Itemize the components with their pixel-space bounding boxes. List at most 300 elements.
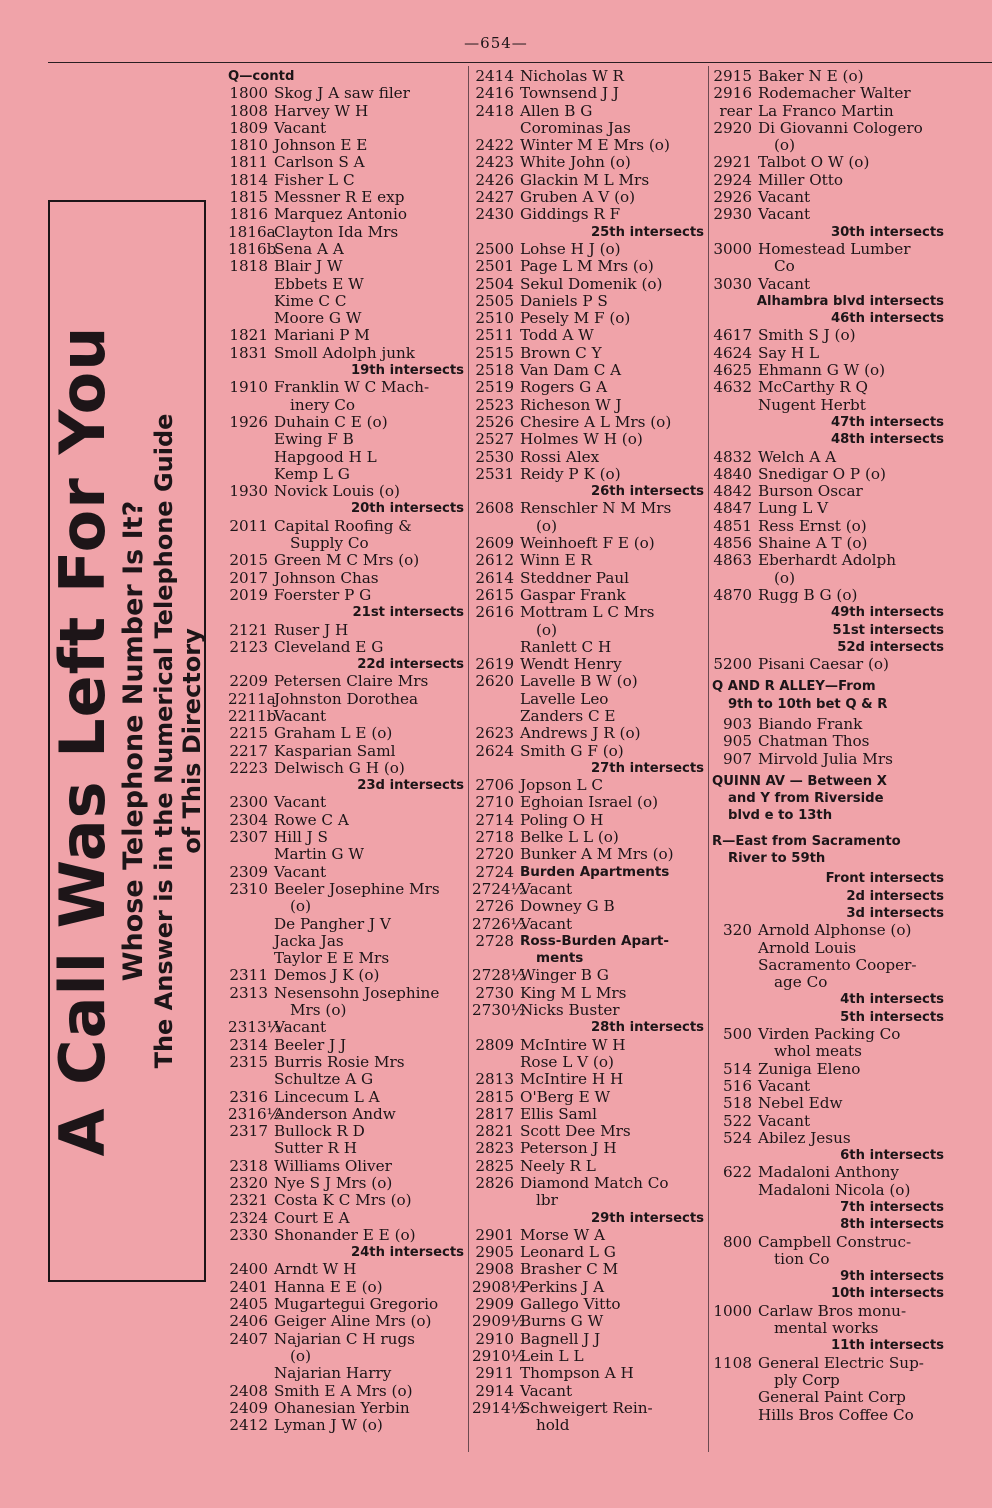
street-heading (712, 768, 944, 828)
house-number: 2616 (475, 603, 514, 622)
house-number (472, 1417, 514, 1434)
directory-entry (228, 224, 464, 241)
resident-name: Smith S J (o) (758, 326, 856, 345)
directory-entry (472, 725, 704, 742)
resident-name: Lavelle B W (o) (520, 672, 638, 691)
resident-name: Van Dam C A (520, 361, 622, 380)
house-number: 2813 (475, 1070, 514, 1089)
house-number: 1810 (229, 136, 268, 155)
resident-name: Rogers G A (520, 378, 608, 397)
intersection-label: 27th intersects (590, 760, 704, 776)
directory-entry (472, 622, 704, 639)
house-number: 2324 (229, 1208, 268, 1227)
directory-entry (472, 794, 704, 811)
house-number (712, 1407, 752, 1424)
resident-name: Reidy P K (o) (520, 464, 621, 483)
house-number: 2915 (713, 67, 752, 85)
street-heading-line: blvd e to 13th (728, 808, 833, 824)
house-number: 2527 (475, 430, 514, 449)
intersection-label: 5th intersects (840, 1009, 944, 1025)
directory-entry (472, 916, 704, 933)
house-number (228, 950, 268, 967)
resident-name: Gruben A V (o) (520, 188, 636, 207)
resident-name: Diamond Match Co (520, 1174, 669, 1192)
resident-name: Schweigert Rein- (520, 1398, 653, 1417)
directory-entry (712, 103, 944, 120)
house-number: 2309 (229, 862, 268, 881)
intersection-label: 9th intersects (840, 1269, 944, 1285)
directory-entry (472, 1313, 704, 1330)
directory-entry (472, 1365, 704, 1382)
street-heading-line: Q AND R ALLEY—From (712, 679, 876, 695)
house-number: 2011 (229, 516, 268, 535)
intersection-label: 4th intersects (840, 992, 944, 1008)
house-number: 2615 (475, 585, 514, 604)
resident-name: Sekul Domenik (o) (520, 274, 663, 293)
directory-entry (228, 1400, 464, 1417)
house-number (712, 974, 752, 991)
house-number: 2315 (229, 1052, 268, 1071)
house-number: 2724½ (472, 879, 526, 898)
resident-name: Williams Oliver (274, 1156, 392, 1175)
resident-name: Belke L L (o) (520, 828, 619, 847)
house-number: 2500 (475, 239, 514, 258)
directory-entry (712, 733, 944, 750)
directory-entry (228, 812, 464, 829)
resident-name: Renschler N M Mrs (520, 499, 672, 518)
resident-name: Bagnell J J (520, 1329, 601, 1348)
directory-entry (472, 967, 704, 984)
house-number: 5200 (713, 655, 752, 674)
house-number (228, 1348, 268, 1365)
house-number: 4842 (713, 482, 752, 501)
house-number (228, 1365, 268, 1382)
directory-entry (712, 172, 944, 189)
house-number: 514 (723, 1059, 752, 1078)
resident-name: Harvey W H (274, 101, 369, 120)
resident-name: Nesensohn Josephine (274, 983, 440, 1002)
resident-name: Todd A W (520, 326, 594, 345)
house-number: 2924 (713, 170, 752, 189)
house-number: 2728 (475, 931, 514, 950)
advert-answer-line: The Answer is in the Numerical Telephone Guide (150, 413, 178, 1069)
intersection-label: 7th intersects (840, 1200, 944, 1215)
resident-name: Skog J A saw filer (274, 84, 410, 103)
house-number: 2726½ (472, 914, 526, 933)
directory-entry (472, 1002, 704, 1019)
directory-entry (712, 206, 944, 223)
directory-entry (712, 1251, 944, 1268)
directory-entry (472, 708, 704, 725)
house-number (712, 397, 752, 414)
resident-name: Nicholas W R (520, 67, 624, 85)
resident-name: ments (536, 950, 584, 967)
house-number: 2416 (475, 84, 514, 103)
directory-entry (712, 189, 944, 206)
directory-entry (472, 120, 704, 137)
house-number: 2612 (475, 551, 514, 570)
directory-entry (228, 846, 464, 863)
intersection-label: 23d intersects (357, 778, 464, 794)
resident-name: Glackin M L Mrs (520, 170, 650, 189)
resident-name: Downey G B (520, 897, 615, 916)
resident-name: Eberhardt Adolph (758, 551, 897, 570)
directory-entry (712, 922, 944, 939)
house-number: 2414 (475, 67, 514, 85)
resident-name: Rose L V (o) (520, 1052, 614, 1071)
house-number: 1809 (229, 118, 268, 137)
house-number: 4832 (713, 447, 752, 466)
intersection-label: 25th intersects (590, 224, 704, 240)
directory-entry (712, 656, 944, 673)
house-number: 2825 (475, 1156, 514, 1175)
resident-name: Brown C Y (520, 343, 602, 362)
directory-entry (228, 1054, 464, 1071)
resident-name: Baker N E (o) (758, 67, 864, 85)
resident-name: Rodemacher Walter (758, 84, 911, 103)
resident-name: Talbot O W (o) (758, 153, 870, 172)
directory-entry (712, 940, 944, 957)
directory-entry (228, 1348, 464, 1365)
house-number (472, 1192, 514, 1209)
directory-entry (228, 743, 464, 760)
house-number: 2905 (475, 1243, 514, 1262)
directory-entry (712, 327, 944, 344)
house-number: 2121 (229, 620, 268, 639)
house-number: 2215 (229, 724, 268, 743)
house-number: 524 (723, 1128, 752, 1147)
directory-entry (228, 483, 464, 500)
directory-column-3 (712, 68, 944, 1424)
resident-name: Co (774, 257, 795, 276)
directory-entry (228, 206, 464, 223)
directory-entry (228, 276, 464, 293)
resident-name: Moore G W (274, 309, 362, 328)
directory-entry (228, 1227, 464, 1244)
house-number (712, 1372, 752, 1389)
directory-entry (472, 691, 704, 708)
house-number: 2531 (475, 464, 514, 483)
house-number: 2511 (475, 326, 514, 345)
section-heading: Q—contd (228, 69, 295, 84)
directory-entry (228, 933, 464, 950)
directory-entry (712, 483, 944, 500)
house-number: 1831 (229, 343, 268, 362)
house-number (228, 1071, 268, 1088)
resident-name: Delwisch G H (o) (274, 758, 405, 777)
house-number (228, 466, 268, 483)
directory-entry (472, 1106, 704, 1123)
resident-name: Smith G F (o) (520, 741, 624, 760)
directory-entry (472, 552, 704, 569)
house-number: 4625 (713, 361, 752, 380)
directory-entry (228, 1140, 464, 1157)
house-number: 2300 (229, 793, 268, 812)
resident-name: Capital Roofing & (274, 516, 412, 535)
resident-name: Green M C Mrs (o) (274, 551, 420, 570)
directory-entry (228, 1037, 464, 1054)
house-number: 2728½ (472, 966, 526, 985)
resident-name: mental works (774, 1319, 879, 1338)
resident-name: Vacant (274, 793, 327, 812)
resident-name: Bullock R D (274, 1122, 365, 1141)
directory-entry (712, 518, 944, 535)
house-number: 1816 (229, 205, 268, 224)
directory-entry (472, 933, 704, 950)
house-number: 2909½ (472, 1312, 526, 1331)
resident-name: hold (536, 1416, 570, 1435)
directory-entry (228, 673, 464, 690)
directory-entry (712, 587, 944, 604)
directory-entry (228, 708, 464, 725)
house-number: 522 (723, 1111, 752, 1130)
resident-name: Marquez Antonio (274, 205, 407, 224)
directory-entry (472, 1244, 704, 1261)
house-number: 2710 (475, 793, 514, 812)
directory-entry (228, 691, 464, 708)
house-number: 1930 (229, 482, 268, 501)
resident-name: Arndt W H (274, 1260, 357, 1279)
resident-name: Smith E A Mrs (o) (274, 1381, 413, 1400)
directory-entry (228, 760, 464, 777)
house-number: 2620 (475, 672, 514, 691)
resident-name: Pisani Caesar (o) (758, 655, 889, 674)
house-number: 2211b (228, 706, 277, 725)
resident-name: Ellis Saml (520, 1104, 597, 1123)
resident-name: age Co (774, 973, 828, 992)
house-number: 2914 (475, 1381, 514, 1400)
house-number: 1000 (713, 1301, 752, 1320)
directory-entry (712, 552, 944, 569)
house-number: 2519 (475, 378, 514, 397)
directory-entry (472, 864, 704, 881)
directory-entry (712, 120, 944, 137)
directory-entry (472, 1054, 704, 1071)
resident-name: Madaloni Anthony (758, 1163, 899, 1182)
resident-name: Pesely M F (o) (520, 309, 631, 328)
directory-entry (472, 846, 704, 863)
directory-entry (712, 1182, 944, 1199)
resident-name: Wendt Henry (520, 655, 622, 674)
house-number: 2908 (475, 1260, 514, 1279)
resident-name: Say H L (758, 343, 820, 362)
house-number: 1818 (229, 257, 268, 276)
resident-name: Hill J S (274, 828, 328, 847)
house-number: 2313½ (228, 1018, 282, 1037)
directory-entry (228, 829, 464, 846)
directory-entry (228, 327, 464, 344)
directory-entry (712, 154, 944, 171)
resident-name: Novick Louis (o) (274, 482, 400, 501)
directory-entry (472, 1331, 704, 1348)
resident-name: Arnold Alphonse (o) (758, 921, 912, 940)
directory-entry (228, 881, 464, 898)
resident-name: Page L M Mrs (o) (520, 257, 654, 276)
house-number (228, 1002, 268, 1019)
directory-entry (472, 1175, 704, 1192)
directory-entry (712, 957, 944, 974)
resident-name: Allen B G (520, 101, 593, 120)
resident-name: Carlson S A (274, 153, 365, 172)
resident-name: Mottram L C Mrs (520, 603, 655, 622)
directory-entry (712, 466, 944, 483)
house-number (712, 1389, 752, 1406)
directory-entry (228, 1279, 464, 1296)
intersection-label: 26th intersects (590, 484, 704, 500)
resident-name: Daniels P S (520, 291, 608, 310)
directory-entry (228, 518, 464, 535)
resident-name: Vacant (758, 1076, 811, 1095)
advertisement-box (48, 200, 206, 1282)
house-number (228, 933, 268, 950)
directory-entry (228, 639, 464, 656)
directory-entry (712, 1164, 944, 1181)
directory-entry (712, 258, 944, 275)
house-number (712, 137, 752, 154)
house-number: 518 (723, 1094, 752, 1113)
resident-name: Lyman J W (o) (274, 1416, 383, 1435)
directory-entry (712, 974, 944, 991)
directory-entry (228, 916, 464, 933)
resident-name: McIntire W H (520, 1035, 626, 1054)
directory-entry (228, 103, 464, 120)
directory-entry (472, 881, 704, 898)
resident-name: McIntire H H (520, 1070, 624, 1089)
house-number: 2422 (475, 136, 514, 155)
house-number: 1815 (229, 188, 268, 207)
resident-name: Chesire A L Mrs (o) (520, 412, 672, 431)
house-number (472, 691, 514, 708)
resident-name: Ross-Burden Apart- (520, 932, 669, 949)
directory-entry (472, 829, 704, 846)
resident-name: Johnson E E (274, 136, 368, 155)
directory-entry (712, 241, 944, 258)
directory-entry (228, 1192, 464, 1209)
resident-name: Neely R L (520, 1156, 596, 1175)
resident-name: King M L Mrs (520, 983, 627, 1002)
resident-name: Holmes W H (o) (520, 430, 643, 449)
directory-entry (712, 1026, 944, 1043)
resident-name: Cleveland E G (274, 637, 384, 656)
directory-entry (228, 1123, 464, 1140)
intersection-label: 6th intersects (840, 1148, 944, 1164)
resident-name: Biando Frank (758, 714, 863, 733)
directory-entry (228, 414, 464, 431)
directory-entry (472, 68, 704, 85)
intersection-label: 30th intersects (830, 224, 944, 240)
directory-entry (228, 1417, 464, 1434)
resident-name: Ranlett C H (520, 637, 612, 656)
house-number: 905 (723, 732, 752, 751)
resident-name: Johnston Dorothea (274, 689, 419, 708)
resident-name: Vacant (274, 1018, 327, 1037)
directory-entry (712, 570, 944, 587)
directory-entry (228, 1158, 464, 1175)
house-number: 622 (723, 1163, 752, 1182)
directory-entry (712, 1355, 944, 1372)
house-number: 2015 (229, 551, 268, 570)
directory-entry (228, 1071, 464, 1088)
directory-entry (472, 1123, 704, 1140)
resident-name: Chatman Thos (758, 732, 870, 751)
house-number (228, 431, 268, 448)
resident-name: Hills Bros Coffee Co (758, 1405, 914, 1424)
intersection-label: 48th intersects (830, 432, 944, 448)
resident-name: Gaspar Frank (520, 585, 626, 604)
resident-name: Shonander E E (o) (274, 1225, 416, 1244)
house-number: 1800 (229, 84, 268, 103)
house-number (228, 846, 268, 863)
resident-name: Taylor E E Mrs (274, 949, 390, 968)
house-number: 2408 (229, 1381, 268, 1400)
directory-entry (472, 189, 704, 206)
directory-entry (472, 103, 704, 120)
intersection-label: 28th intersects (590, 1020, 704, 1036)
house-number: 2817 (475, 1104, 514, 1123)
directory-entry (472, 570, 704, 587)
resident-name: Winn E R (520, 551, 592, 570)
house-number: 2720 (475, 845, 514, 864)
directory-entry (228, 587, 464, 604)
house-number: 2320 (229, 1174, 268, 1192)
house-number (472, 639, 514, 656)
resident-name: Nebel Edw (758, 1094, 843, 1113)
intersection-label: 3d intersects (846, 905, 944, 921)
house-number: 2619 (475, 655, 514, 674)
house-number: 2510 (475, 309, 514, 328)
resident-name: Jopson L C (520, 776, 604, 795)
directory-entry (472, 1348, 704, 1365)
resident-name: Mariani P M (274, 326, 370, 345)
resident-name: Hapgood H L (274, 447, 377, 466)
resident-name: General Paint Corp (758, 1388, 906, 1407)
directory-entry (712, 68, 944, 85)
house-number: 2427 (475, 188, 514, 207)
directory-entry (712, 379, 944, 396)
resident-name: Vacant (758, 205, 811, 224)
directory-entry (228, 1175, 464, 1192)
directory-entry (228, 967, 464, 984)
house-number: 2823 (475, 1139, 514, 1158)
directory-entry (712, 449, 944, 466)
resident-name: Foerster P G (274, 585, 372, 604)
house-number (712, 1251, 752, 1268)
intersection-label: 46th intersects (830, 311, 944, 327)
house-number: 2526 (475, 412, 514, 431)
directory-entry (472, 1383, 704, 1400)
resident-name: Geiger Aline Mrs (o) (274, 1312, 432, 1331)
intersection-label: 19th intersects (350, 363, 464, 379)
resident-name: (o) (536, 620, 557, 639)
directory-entry (472, 379, 704, 396)
house-number: 4617 (713, 326, 752, 345)
resident-name: Vacant (758, 1111, 811, 1130)
house-number: 2211a (228, 689, 276, 708)
house-number: 1108 (713, 1353, 752, 1372)
house-number: 2017 (229, 568, 268, 587)
directory-entry (472, 258, 704, 275)
house-number: 2418 (475, 101, 514, 120)
directory-entry (472, 137, 704, 154)
directory-entry (472, 414, 704, 431)
resident-name: Andrews J R (o) (520, 724, 641, 743)
house-number: 2123 (229, 637, 268, 656)
street-heading-line: 9th to 10th bet Q & R (728, 696, 888, 712)
house-number: 2724 (475, 862, 514, 881)
resident-name: Vacant (520, 879, 573, 898)
directory-entry (228, 1089, 464, 1106)
directory-entry (712, 1113, 944, 1130)
